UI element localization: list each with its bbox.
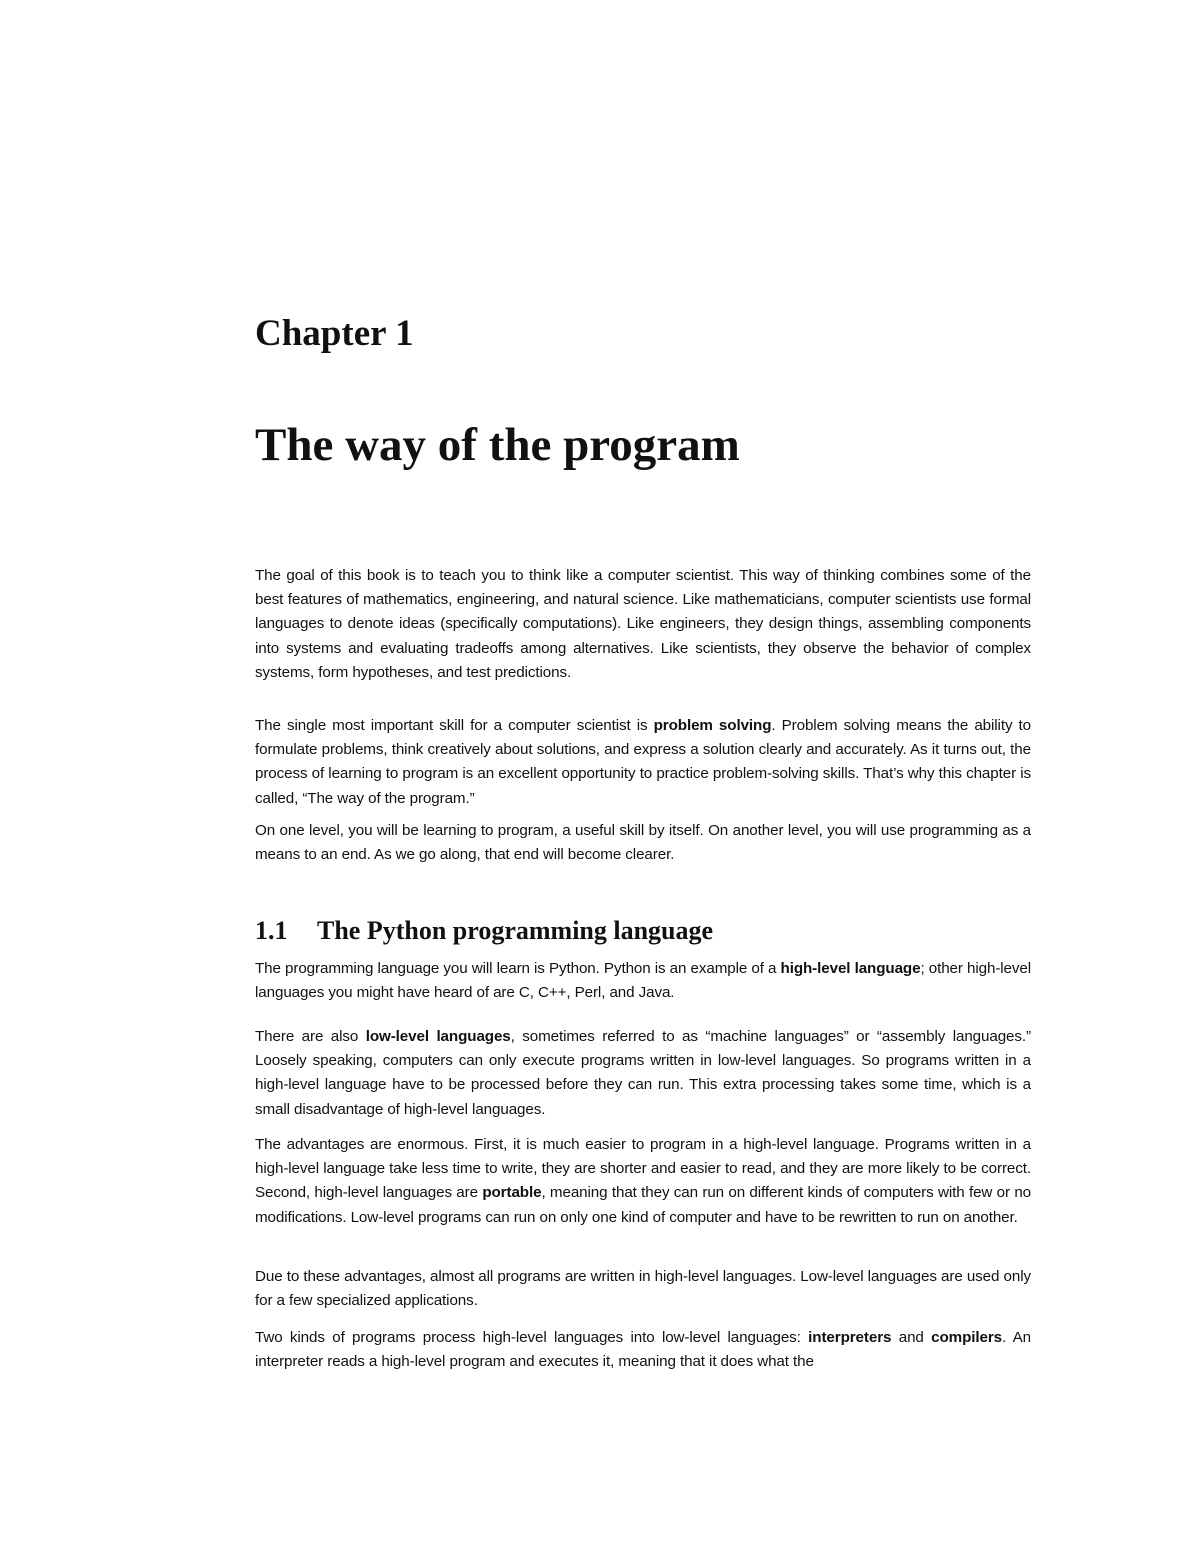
chapter-label: Chapter 1 xyxy=(255,313,414,354)
section-heading xyxy=(255,915,713,947)
paragraph-text: . Problem solving means the ability to formulate problems, think creatively about solutions, and express a solution clearly and accurately. As it turns out, the process of learning to program is an excellent opportunity to practice problem-solving skills. That’s why this chapter is called, “The way of the program.” xyxy=(255,717,1032,807)
section-number: 1.1 xyxy=(255,916,288,945)
paragraph-text: Two kinds of programs process high-level languages into low-level languages: xyxy=(255,1329,809,1346)
paragraph-text: and xyxy=(891,1329,932,1346)
paragraph-text: The advantages are enormous. First, it is much easier to program in a high-level language. Programs written in a high-level language take less time to write, they are shorter and easier to read, and they are more likely to be correct. Second, high-level languages are xyxy=(255,1136,1031,1202)
paragraph-text: The programming language you will learn is Python. Python is an example of a xyxy=(255,960,781,977)
intro-paragraph-2 xyxy=(255,714,1031,811)
section-paragraph-1 xyxy=(255,957,1031,1005)
paragraph-text: The single most important skill for a computer scientist is xyxy=(255,717,654,734)
section-paragraph-5 xyxy=(255,1326,1031,1374)
paragraph-text: , sometimes referred to as “machine languages” or “assembly languages.” Loosely speaking, computers can only execute programs written in low-level languages. So programs written in a high-level language have to be processed before they can run. This extra processing takes some time, which is a small disadvantage of high-level languages. xyxy=(255,1028,1031,1118)
intro-paragraph-1: The goal of this book is to teach you to think like a computer scientist. This way of thinking combines some of the best features of mathematics, engineering, and natural science. Like mathematicians, computer scientists use formal languages to denote ideas (specifically computations). Like engineers, they design things, assembling components into systems and evaluating tradeoffs among alternatives. Like scientists, they observe the behavior of complex systems, form hypotheses, and test predictions. xyxy=(255,567,1031,681)
section-paragraph-4: Due to these advantages, almost all programs are written in high-level languages. Low-level languages are used only for a few specialized applications. xyxy=(255,1268,1031,1310)
key-term-portable: portable xyxy=(482,1184,542,1202)
section-title-text: The Python programming language xyxy=(317,916,714,945)
section-paragraph-3 xyxy=(255,1133,1031,1230)
paragraph-text: . An interpreter reads a high-level program and executes it, meaning that it does what the xyxy=(255,1329,1032,1371)
key-term-high-level-language: high-level language xyxy=(780,960,921,977)
paragraph-text: , meaning that they can run on different kinds of computers with few or no modifications. Low-level programs can run on only one kind of computer and have to be rewritten to run on another. xyxy=(255,1184,1032,1226)
chapter-title: The way of the program xyxy=(255,419,740,471)
paragraph-text: ; other high-level languages you might have heard of are C, C++, Perl, and Java. xyxy=(255,960,1032,1002)
key-term-low-level-languages: low-level languages xyxy=(365,1028,511,1045)
key-term-problem-solving: problem solving xyxy=(653,717,772,734)
key-term-compilers: compilers xyxy=(931,1329,1002,1346)
paragraph-text: There are also xyxy=(255,1028,366,1045)
section-paragraph-2 xyxy=(255,1025,1031,1122)
intro-paragraph-3: On one level, you will be learning to program, a useful skill by itself. On another level, you will use programming as a means to an end. As we go along, that end will become clearer. xyxy=(255,822,1031,864)
key-term-interpreters: interpreters xyxy=(808,1329,892,1346)
